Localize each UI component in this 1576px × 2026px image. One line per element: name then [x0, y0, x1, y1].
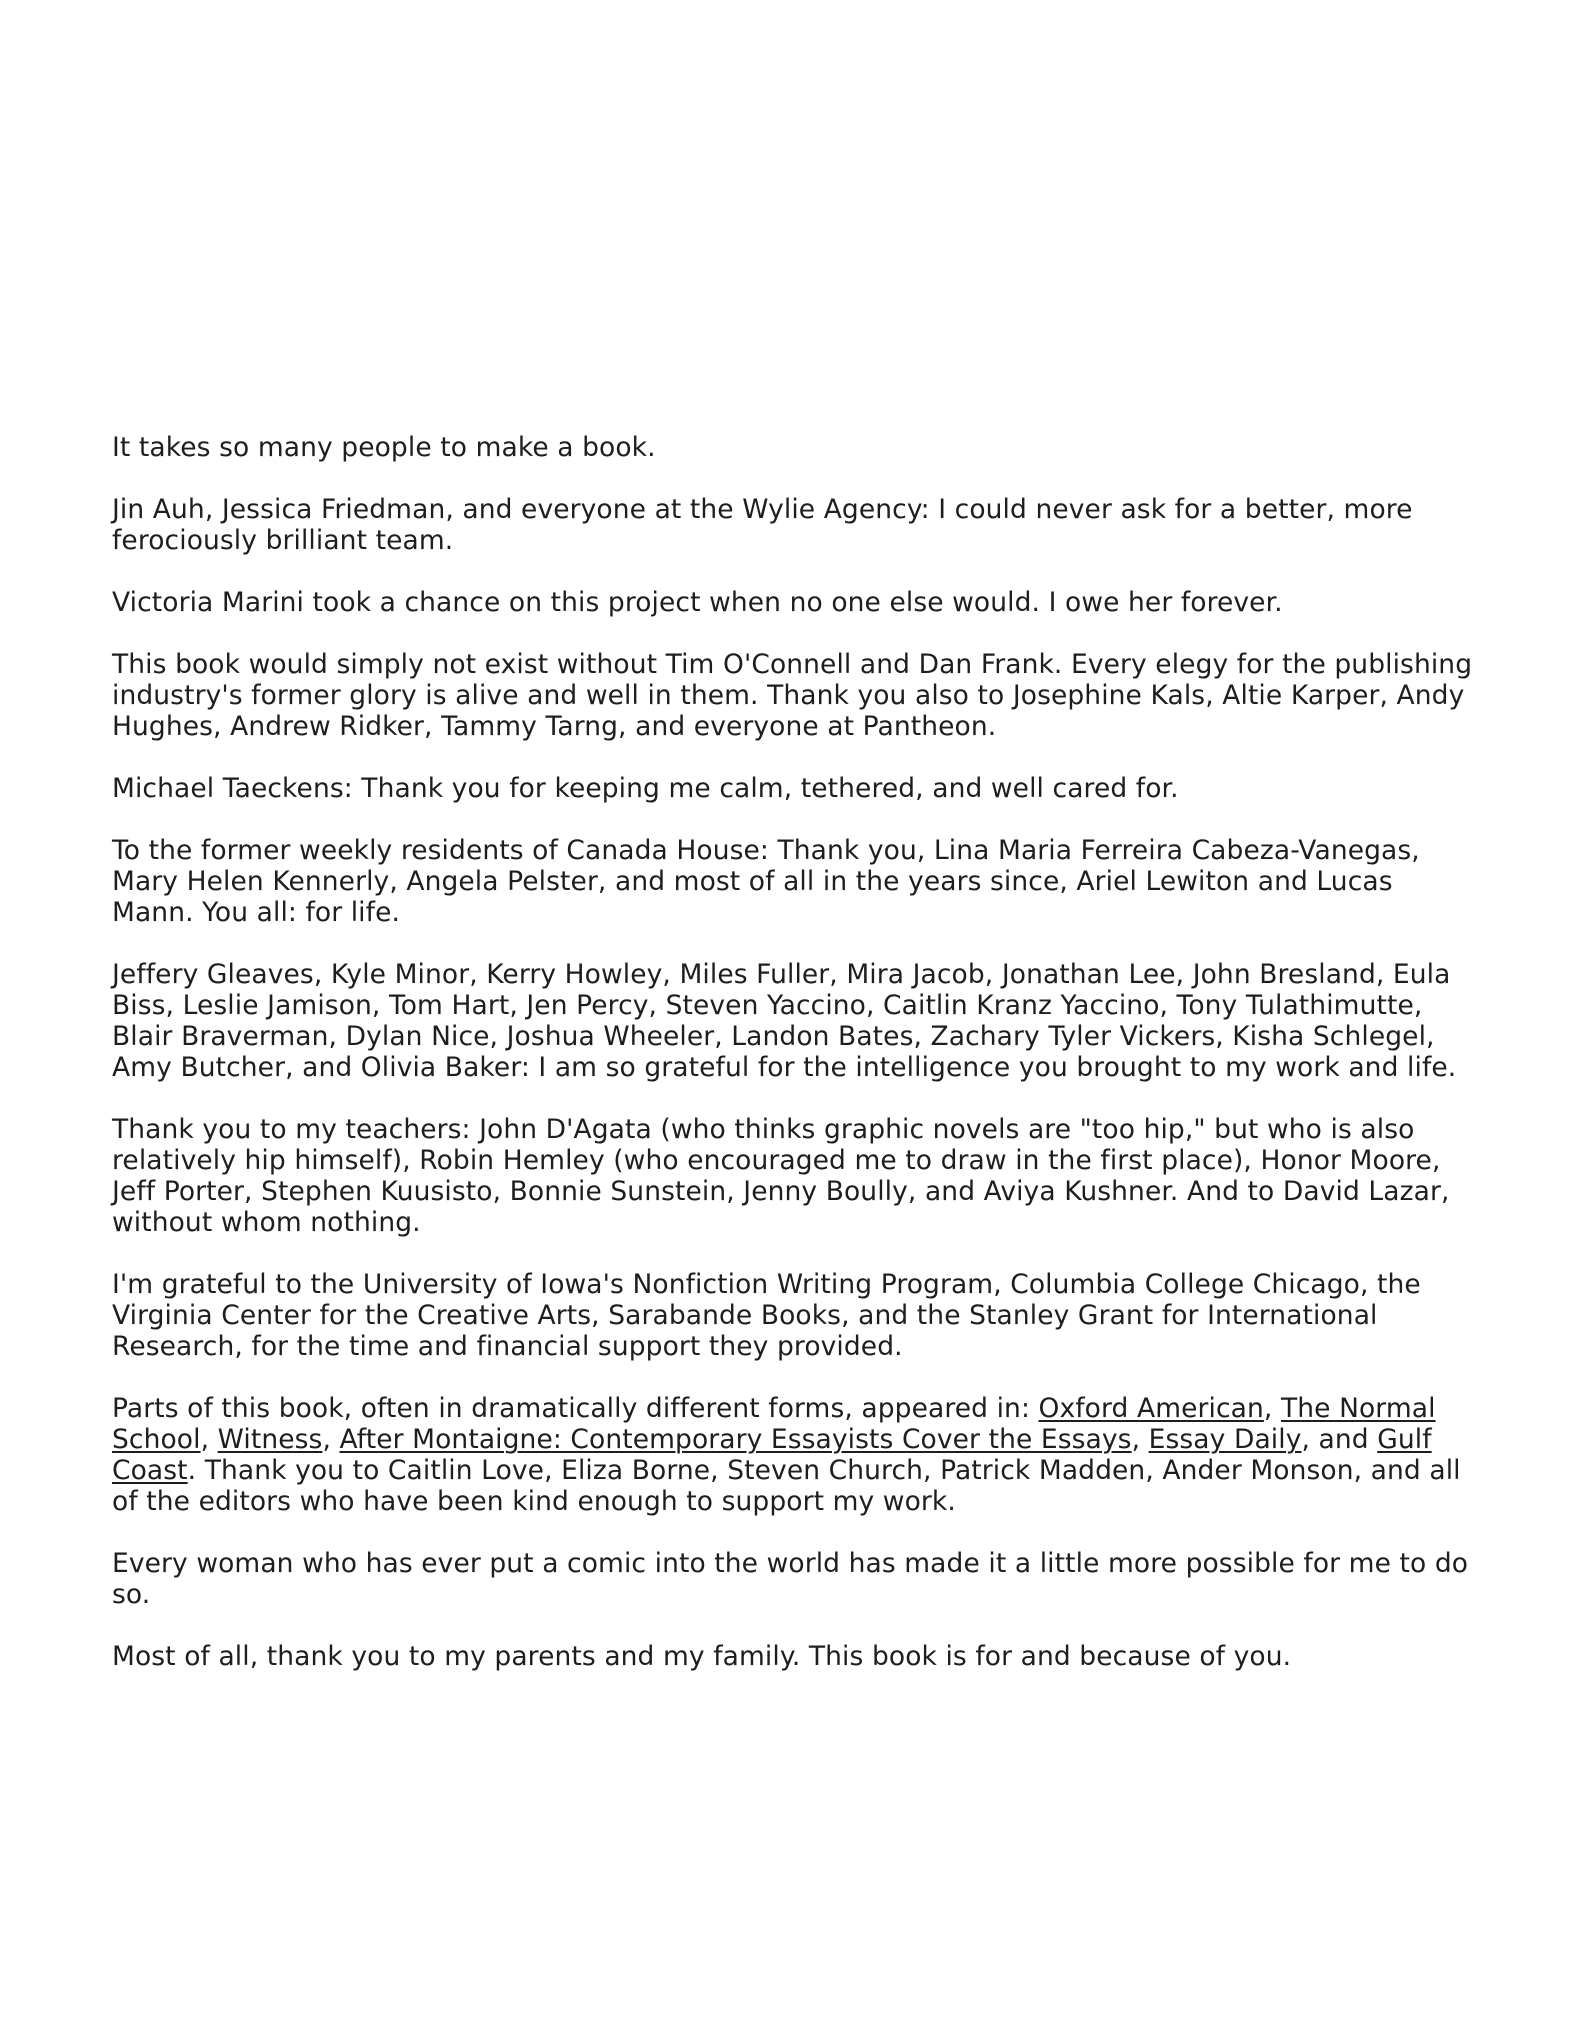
paragraph-teachers: Thank you to my teachers: John D'Agata (who thinks graphic novels are "too hip," but who is also relatively hip himself), Robin Hemley (who encouraged me to draw in the first place), Honor Moore, Jeff Porter, Stephen Kuusisto, Bonnie Sunstein, Jenny Boully, and Aviya Kushner. And to David Lazar, without whom nothing. — [112, 1114, 1450, 1238]
paragraph-pantheon: This book would simply not exist without Tim O'Connell and Dan Frank. Every elegy for the publishing industry's former glory is alive and well in them. Thank you also to Josephine Kals, Altie Karper, Andy Hughes, Andrew Ridker, Tammy Tarng, and everyone at Pantheon. — [112, 649, 1473, 742]
separator: , — [1263, 1393, 1281, 1424]
publication-title: Essay Daily — [1148, 1424, 1302, 1455]
paragraph-family: Most of all, thank you to my parents and my family. This book is for and because of you. — [112, 1641, 1292, 1672]
publications-tail: . Thank you to Caitlin Love, Eliza Borne, Steven Church, Patrick Madden, Ander Monson, and all of the editors who have been kind enough to support my work. — [112, 1455, 1461, 1517]
separator: , — [200, 1424, 218, 1455]
publication-title: Witness — [217, 1424, 323, 1455]
paragraph-michael: Michael Taeckens: Thank you for keeping me calm, tethered, and well cared for. — [112, 773, 1179, 804]
separator: , — [322, 1424, 340, 1455]
paragraph-publications — [112, 1393, 1474, 1517]
paragraph-friends: Jeffery Gleaves, Kyle Minor, Kerry Howley, Miles Fuller, Mira Jacob, Jonathan Lee, John Bresland, Eula Biss, Leslie Jamison, Tom Hart, Jen Percy, Steven Yaccino, Caitlin Kranz Yaccino, Tony Tulathimutte, Blair Braverman, Dylan Nice, Joshua Wheeler, Landon Bates, Zachary Tyler Vickers, Kisha Schlegel, Amy Butcher, and Olivia Baker: I am so grateful for the intelligence you brought to my work and life. — [112, 959, 1457, 1083]
paragraph-intro: It takes so many people to make a book. — [112, 432, 656, 463]
acknowledgments-text — [112, 432, 1474, 1703]
paragraph-women-comics: Every woman who has ever put a comic into the world has made it a little more possible for me to do so. — [112, 1548, 1469, 1610]
paragraph-canada-house: To the former weekly residents of Canada House: Thank you, Lina Maria Ferreira Cabeza-Vanegas, Mary Helen Kennerly, Angela Pelster, and most of all in the years since, Ariel Lewiton and Lucas Mann. You all: for life. — [112, 835, 1420, 928]
publication-title: The Normal School — [112, 1393, 1436, 1455]
separator: , — [1131, 1424, 1149, 1455]
paragraph-agency: Jin Auh, Jessica Friedman, and everyone at the Wylie Agency: I could never ask for a better, more ferociously brilliant team. — [112, 494, 1413, 556]
paragraph-victoria: Victoria Marini took a chance on this project when no one else would. I owe her forever. — [112, 587, 1283, 618]
publication-title: Oxford American — [1038, 1393, 1264, 1424]
paragraph-institutions: I'm grateful to the University of Iowa's Nonfiction Writing Program, Columbia College Chicago, the Virginia Center for the Creative Arts, Sarabande Books, and the Stanley Grant for International Research, for the time and financial support they provided. — [112, 1269, 1421, 1362]
publications-lead: Parts of this book, often in dramatically different forms, appeared in: — [112, 1393, 1039, 1424]
publication-title: Gulf Coast — [112, 1424, 1432, 1486]
separator: , and — [1301, 1424, 1378, 1455]
publication-title: After Montaigne: Contemporary Essayists Cover the Essays — [339, 1424, 1132, 1455]
